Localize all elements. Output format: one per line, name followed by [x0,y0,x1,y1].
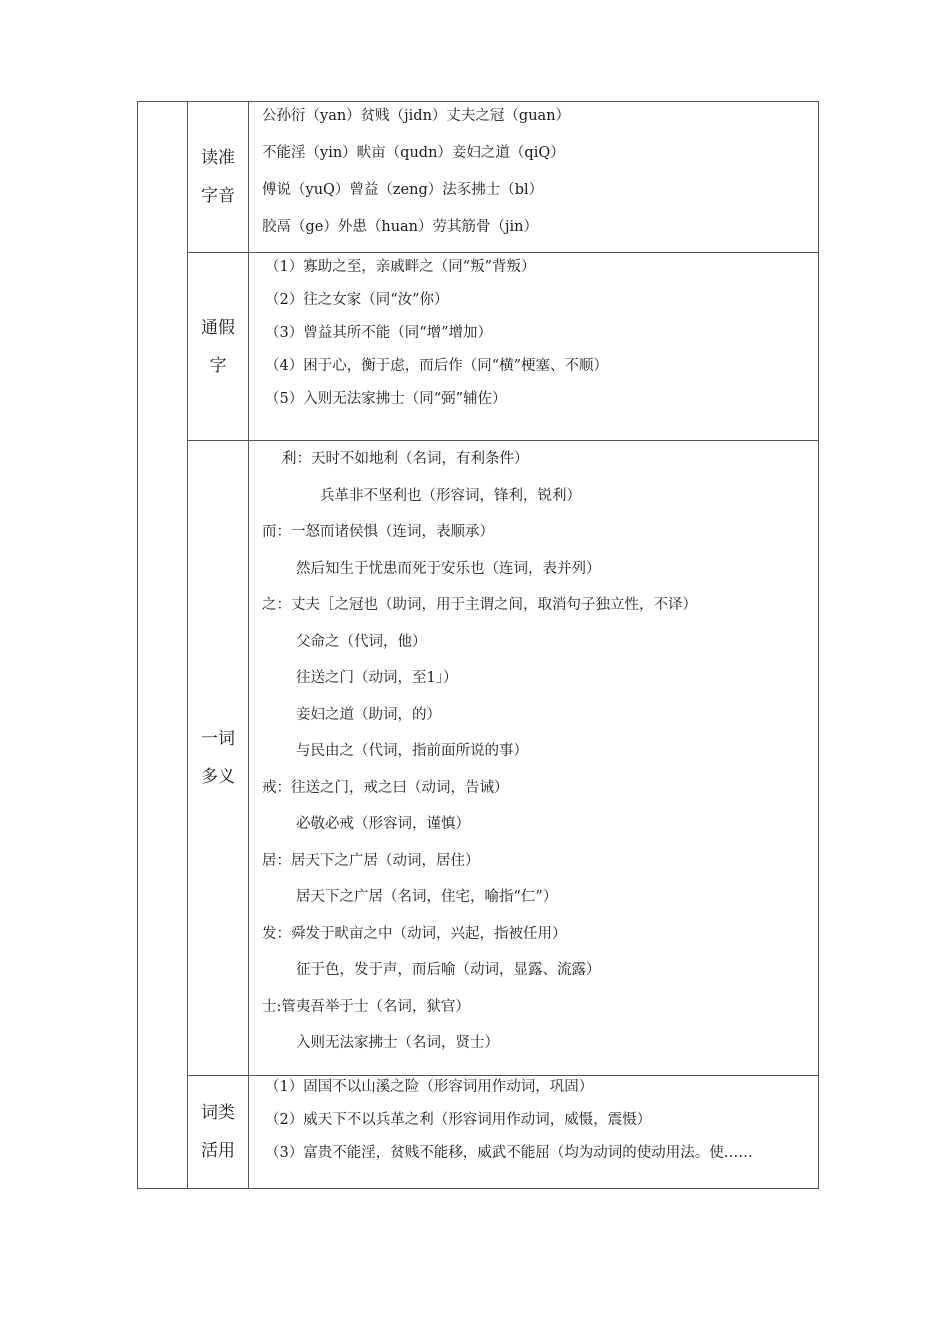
pronunciation-line: 公孙衍（yan）贫贱（jidn）丈夫之冠（guan） [262,108,571,124]
category-label: 读准 [201,148,235,168]
loan-character-line: （2）往之女家（同“汝”你） [265,292,449,308]
category-label: 一词 [201,729,235,749]
loan-character-line: （3）曾益其所不能（同“增”增加） [265,325,493,341]
word-class-line: （3）富贵不能淫，贫贱不能移，威武不能屈（均为动词的使动用法。使…… [265,1145,753,1161]
polysemy-line: 戒：往送之门，戒之曰（动词，告诫） [262,779,509,796]
polysemy-line: 之：丈夫［之冠也（助词，用于主谓之间，取消句子独立性，不译） [262,597,697,613]
polysemy-line: 与民由之（代词，指前面所说的事） [296,743,528,759]
row-polysemy [138,441,819,1076]
content-cell [249,253,819,441]
row-pronunciation [138,102,819,253]
polysemy-line: 兵革非不坚利也（形容词，锋利，锐利） [320,487,581,504]
category-label: 字 [209,355,227,376]
category-label: 通假 [201,317,235,338]
pronunciation-line: 不能淫（yin）畎亩（qudn）妾妇之道（qiQ） [262,145,565,161]
polysemy-line: 然后知生于忧患而死于安乐也（连词，表并列） [296,560,601,577]
outer-column-cell [138,102,188,1189]
polysemy-line: 父命之（代词，他） [296,633,427,650]
content-cell [249,1076,819,1189]
polysemy-line: 征于色，发于声，而后喻（动词，显露、流露） [296,962,601,978]
word-class-line: （1）固国不以山溪之险（形容词用作动词，巩固） [265,1079,594,1095]
loan-character-line: （5）入则无法家拂士（同“弼”辅佐） [265,391,507,407]
polysemy-line: 必敬必戒（形容词，谨慎） [296,816,470,832]
category-cell [188,102,249,253]
category-cell [188,1076,249,1189]
category-label: 字音 [201,186,235,206]
polysemy-line: 居：居天下之广居（动词，居住） [262,852,480,869]
category-cell [188,253,249,441]
category-label: 活用 [201,1141,235,1161]
pronunciation-line: 胶鬲（ge）外患（huan）劳其筋骨（jin） [262,219,538,235]
polysemy-line: 往送之门（动词，至1」） [296,670,458,686]
content-cell [249,441,819,1076]
pronunciation-line: 傅说（yuQ）曾益（zeng）法豕拂士（bl） [262,182,544,198]
content-cell [249,102,819,253]
row-word-class-shift [138,1076,819,1189]
polysemy-line: 妾妇之道（助词，的） [296,706,441,723]
polysemy-line: 居天下之广居（名词，住宅，喻指“仁”） [296,889,558,905]
loan-character-line: （4）困于心，衡于虑，而后作（同“横”梗塞、不顺） [265,358,609,374]
polysemy-line: 士:管夷吾举于士（名词，狱官） [262,998,470,1015]
category-label: 词类 [201,1103,235,1123]
polysemy-line: 发：舜发于畎亩之中（动词，兴起，指被任用） [262,925,567,942]
category-cell [188,441,249,1076]
polysemy-line: 入则无法家拂士（名词，贤士） [296,1035,499,1051]
polysemy-line: 而：一怒而诸侯惧（连词，表顺承） [262,524,494,540]
category-label: 多义 [201,767,235,787]
vocabulary-table [137,101,819,1189]
polysemy-line: 利：天时不如地利（名词，有利条件） [282,451,529,467]
row-loan-characters [138,253,819,441]
word-class-line: （2）威天下不以兵革之利（形容词用作动词，威慑，震慑） [265,1112,652,1128]
loan-character-line: （1）寡助之至，亲戚畔之（同“叛”背叛） [265,259,536,275]
